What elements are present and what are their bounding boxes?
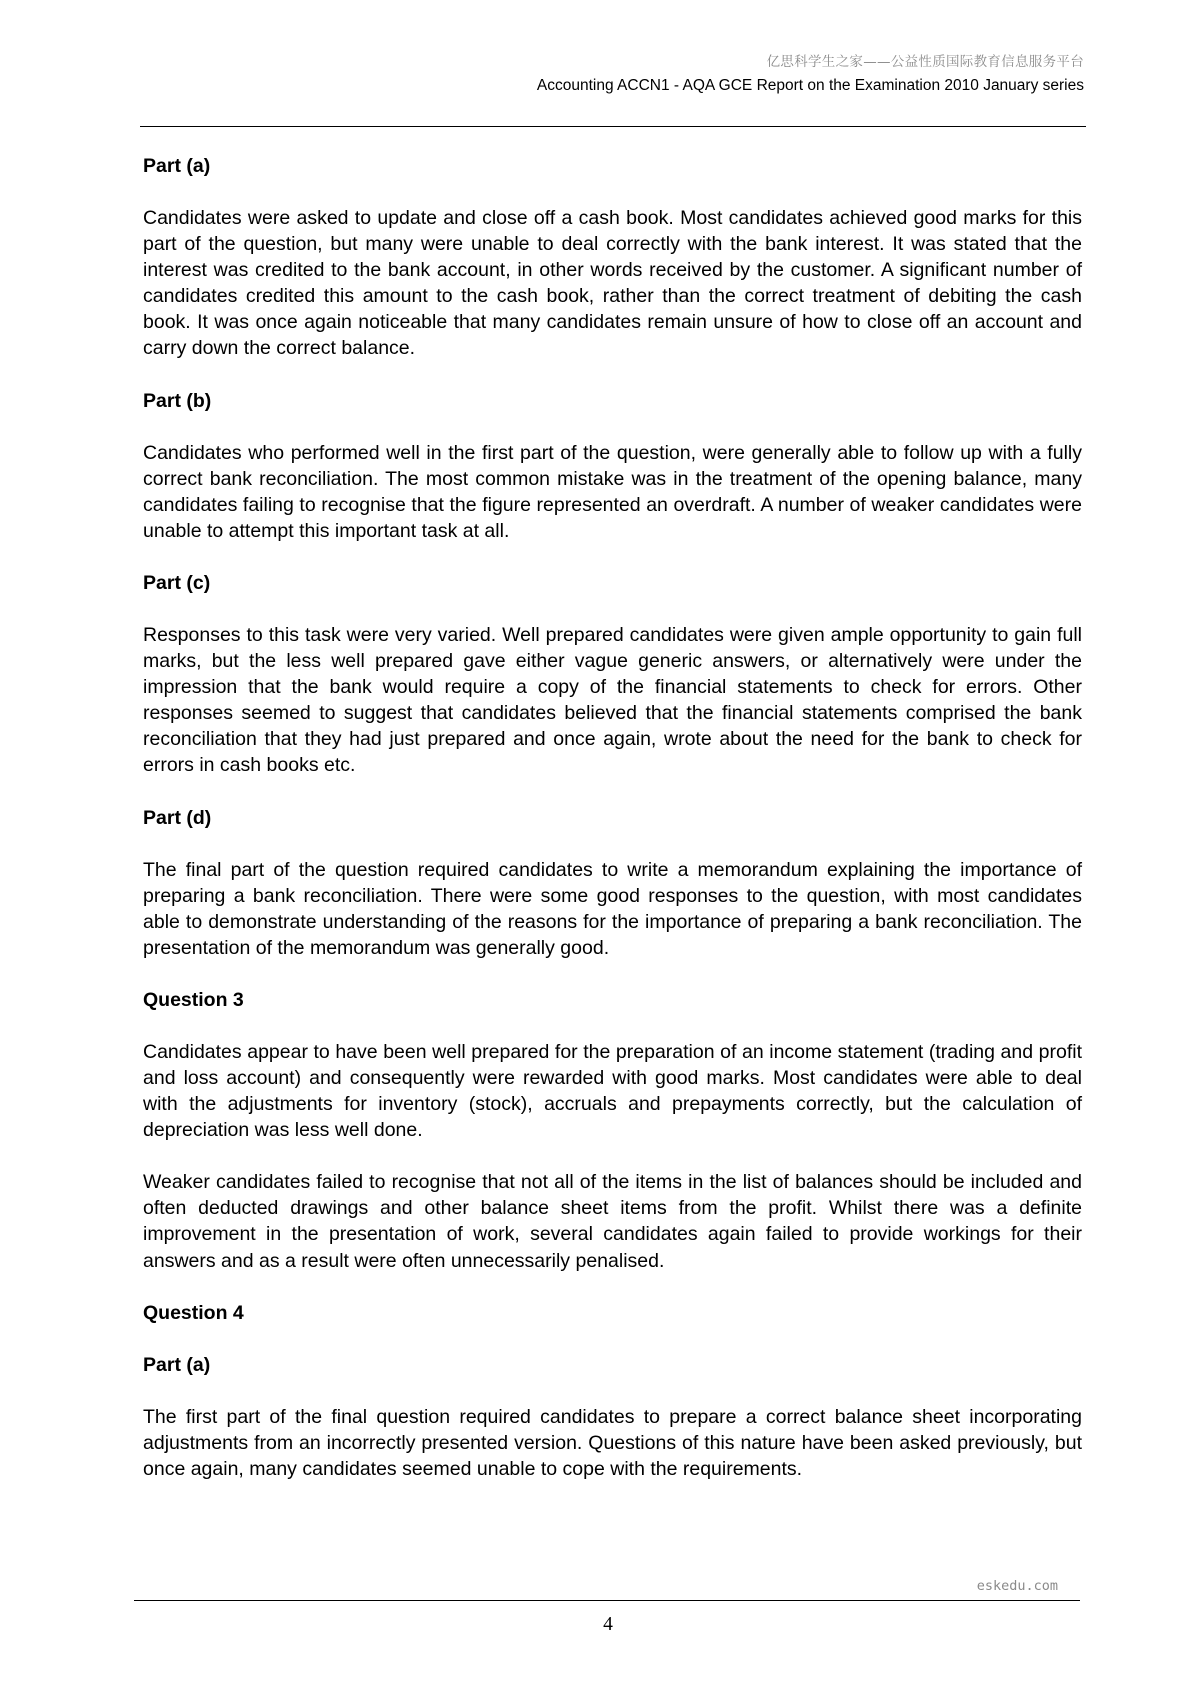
- header-site-name: 亿思科学生之家——公益性质国际教育信息服务平台: [766, 54, 1084, 70]
- paragraph-question-3-1: Candidates appear to have been well prepared for the preparation of an income statement (trading and profit and loss account) and consequently were rewarded with good marks. Most candidates were able to deal with the adjustments for inventory (stock), accruals and prepayments correctly, but the calculation of depreciation was less well done.: [143, 1040, 1082, 1142]
- footer-divider: [134, 1600, 1080, 1601]
- paragraph-part-b: Candidates who performed well in the first part of the question, were generally able to follow up with a fully correct bank reconciliation. The most common mistake was in the treatment of the opening balance, many candidates failing to recognise that the figure represented an overdraft. A number of weaker candidates were unable to attempt this important task at all.: [143, 441, 1082, 542]
- page-header: [537, 52, 1084, 97]
- heading-question-4: Question 4: [143, 1301, 244, 1324]
- heading-part-c: Part (c): [143, 571, 211, 594]
- paragraph-part-d: The final part of the question required candidates to write a memorandum explaining the importance of preparing a bank reconciliation. There were some good responses to the question, with most candidates able to demonstrate understanding of the reasons for the importance of preparing a bank reconciliation. The presentation of the memorandum was generally good.: [143, 858, 1082, 959]
- heading-question-4-part-a: Part (a): [143, 1353, 211, 1376]
- heading-part-b: Part (b): [143, 389, 212, 412]
- paragraph-part-c: Responses to this task were very varied. Well prepared candidates were given ample opportunity to gain full marks, but the less well prepared gave either vague generic answers, or alternatively were under the impression that the bank would require a copy of the financial statements to check for errors. Other responses seemed to suggest that candidates believed that the financial statements comprised the bank reconciliation that they had just prepared and once again, wrote about the need for the bank to check for errors in cash books etc.: [143, 623, 1082, 777]
- footer-site-watermark: eskedu.com: [976, 1578, 1058, 1594]
- paragraph-question-4-part-a: The first part of the final question required candidates to prepare a correct balance sheet incorporating adjustments from an incorrectly presented version. Questions of this nature have been asked previously, but once again, many candidates seemed unable to cope with the requirements.: [143, 1405, 1082, 1480]
- heading-part-a: Part (a): [143, 155, 211, 177]
- header-divider: [140, 126, 1086, 127]
- report-body: [143, 153, 1082, 1508]
- paragraph-part-a: Candidates were asked to update and close off a cash book. Most candidates achieved good marks for this part of the question, but many were unable to deal correctly with the bank interest. It was stated that the interest was credited to the bank account, in other words received by the customer. A significant number of candidates credited this amount to the cash book, rather than the correct treatment of debiting the cash book. It was once again noticeable that many candidates remain unsure of how to close off an account and carry down the correct balance.: [143, 207, 1082, 360]
- header-report-title: Accounting ACCN1 - AQA GCE Report on the Examination 2010 January series: [536, 77, 1084, 94]
- heading-part-d: Part (d): [143, 806, 212, 829]
- page-number: 4: [603, 1614, 613, 1635]
- heading-question-3: Question 3: [143, 988, 244, 1011]
- paragraph-question-3-2: Weaker candidates failed to recognise that not all of the items in the list of balances should be included and often deducted drawings and other balance sheet items from the profit. Whilst there was a definite improvement in the presentation of work, several candidates again failed to provide workings for their answers and as a result were often unnecessarily penalised.: [143, 1171, 1082, 1272]
